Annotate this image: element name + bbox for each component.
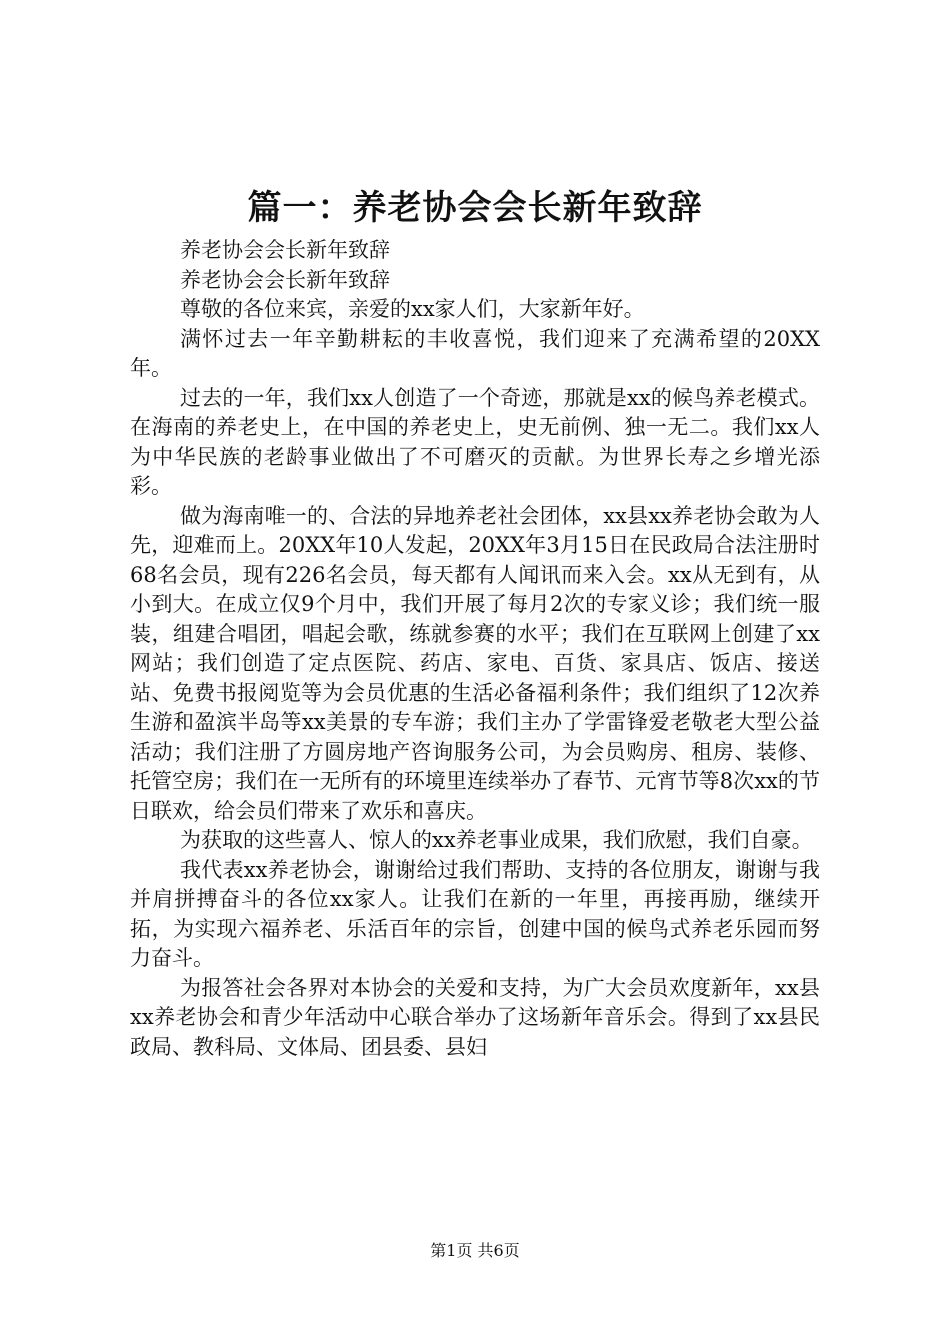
paragraph: 满怀过去一年辛勤耕耘的丰收喜悦，我们迎来了充满希望的20XX年。 <box>130 326 820 380</box>
paragraph: 做为海南唯一的、合法的异地养老社会团体，xx县xx养老协会敢为人先，迎难而上。20XX年10人发起，20XX年3月15日在民政局合法注册时68名会员，现有226名会员，每天都有人闻讯而来入会。xx从无到有，从小到大。在成立仅9个月中，我们开展了每月2次的专家义诊；我们统一服装，组建合唱团，唱起会歌，练就参赛的水平；我们在互联网上创建了xx网站；我们创造了定点医院、药店、家电、百货、家具店、饭店、接送站、免费书报阅览等为会员优惠的生活必备福利条件；我们组织了12次养生游和盈滨半岛等xx美景的专车游；我们主办了学雷锋爱老敬老大型公益活动；我们注册了方圆房地产咨询服务公司，为会员购房、租房、装修、托管空房；我们在一无所有的环境里连续举办了春节、元宵节等8次xx的节日联欢，给会员们带来了欢乐和喜庆。 <box>130 503 820 823</box>
document-body <box>130 236 820 1062</box>
paragraph: 养老协会会长新年致辞 <box>180 238 390 262</box>
paragraph: 尊敬的各位来宾，亲爱的xx家人们，大家新年好。 <box>180 297 645 321</box>
paragraph: 养老协会会长新年致辞 <box>180 267 390 292</box>
paragraph: 为报答社会各界对本协会的关爱和支持，为广大会员欢度新年，xx县xx养老协会和青少年活动中心联合举办了这场新年音乐会。得到了xx县民政局、教科局、文体局、团县委、县妇 <box>130 975 820 1059</box>
paragraph: 过去的一年，我们xx人创造了一个奇迹，那就是xx的候鸟养老模式。在海南的养老史上，在中国的养老史上，史无前例、独一无二。我们xx人为中华民族的老龄事业做出了不可磨灭的贡献。为世界长寿之乡增光添彩。 <box>130 385 820 498</box>
page-footer: 第1页 共6页 <box>430 1241 520 1260</box>
document-title: 篇一：养老协会会长新年致辞 <box>247 188 703 228</box>
paragraph: 为获取的这些喜人、惊人的xx养老事业成果，我们欣慰，我们自豪。 <box>180 828 813 852</box>
paragraph: 我代表xx养老协会，谢谢给过我们帮助、支持的各位朋友，谢谢与我并肩拼搏奋斗的各位xx家人。让我们在新的一年里，再接再励，继续开拓，为实现六福养老、乐活百年的宗旨，创建中国的候鸟式养老乐园而努力奋斗。 <box>130 857 820 970</box>
